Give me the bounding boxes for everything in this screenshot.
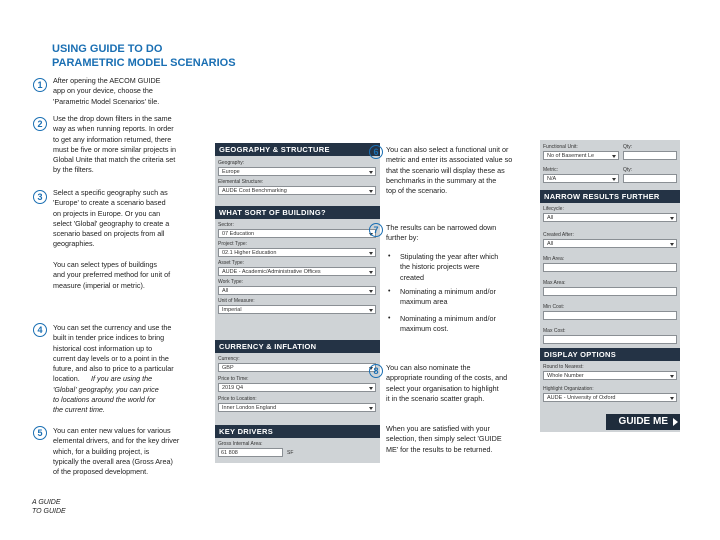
location-select[interactable] <box>218 403 376 412</box>
text-line: Nominating a minimum and/or <box>400 314 496 323</box>
step-number-4: 4 <box>33 323 47 337</box>
min-cost-input[interactable] <box>543 311 677 320</box>
functional-unit-label: Functional Unit: <box>543 144 578 150</box>
step-3-extra-text <box>53 260 213 291</box>
narrow-header: NARROW RESULTS FURTHER <box>540 190 680 203</box>
highlight-select[interactable] <box>543 393 677 402</box>
unit-value: Imperial <box>222 307 242 313</box>
text-line-italic: If you are using the <box>91 374 153 384</box>
max-cost-label: Max Cost: <box>543 328 566 334</box>
right-form-panel <box>540 140 680 432</box>
qty-label: Qty: <box>623 144 633 150</box>
step-7-bullet-3 <box>386 314 541 335</box>
sector-select[interactable] <box>218 229 376 238</box>
text-line: Use the drop down filters in the same <box>53 114 172 123</box>
text-line: 'Europe' to create a scenario based <box>53 198 166 208</box>
footer <box>32 498 66 516</box>
location-value: Inner London England <box>222 405 277 411</box>
gross-area-input[interactable]: 61 808 <box>218 448 283 457</box>
price-time-value: 2019 Q4 <box>222 385 244 391</box>
chevron-down-icon <box>670 375 674 378</box>
step-number-5: 5 <box>33 426 47 440</box>
round-select[interactable] <box>543 371 677 380</box>
text-line: typically the overall area (Gross Area) <box>53 456 173 466</box>
currency-header: CURRENCY & INFLATION <box>215 340 380 353</box>
text-line: selection, then simply select 'GUIDE <box>386 434 502 444</box>
text-line: elemental drivers, and for the key driver <box>53 436 180 446</box>
left-form-panel <box>215 143 380 463</box>
project-type-value: 02.1 Higher Education <box>222 250 277 256</box>
text-line: which, for a building project, is <box>53 446 150 456</box>
step-5-text <box>53 426 213 477</box>
chevron-down-icon <box>670 217 674 220</box>
step-number-3: 3 <box>33 190 47 204</box>
round-value: Whole Number <box>547 373 584 379</box>
metric-value: N/A <box>547 176 557 182</box>
max-area-input[interactable] <box>543 287 677 296</box>
text-line: You can enter new values for various <box>53 426 171 435</box>
text-line: scenario based on projects from all <box>53 229 165 239</box>
step-number-6: 6 <box>369 145 383 159</box>
project-type-select[interactable] <box>218 248 376 257</box>
chevron-down-icon <box>369 271 373 274</box>
step-number-1: 1 <box>33 78 47 92</box>
metric-select[interactable] <box>543 174 619 183</box>
text-line: on projects in Europe. Or you can <box>53 208 161 218</box>
max-cost-input[interactable] <box>543 335 677 344</box>
text-line: Select a specific geography such as <box>53 188 168 197</box>
highlight-value: AUDE - University of Oxford <box>547 395 616 401</box>
title-line-1: USING GUIDE TO DO <box>52 43 163 55</box>
text-line: You can also select a functional unit or <box>386 145 509 154</box>
text-line: Nominating a minimum and/or <box>400 287 496 296</box>
step-7-bullet-2 <box>386 287 541 308</box>
price-time-label: Price to Time: <box>218 376 249 382</box>
text-line: Global Unite that match the criteria set <box>53 155 176 165</box>
chevron-down-icon <box>369 290 373 293</box>
min-cost-label: Min Cost: <box>543 304 565 310</box>
min-area-label: Min Area: <box>543 256 565 262</box>
footer-line: A GUIDE <box>32 499 61 506</box>
sector-value: 07 Education <box>222 231 255 237</box>
lifecycle-value: All <box>547 215 554 221</box>
functional-unit-value: No of Basement Le <box>547 153 595 159</box>
bullet-icon: • <box>388 253 391 260</box>
page-title <box>52 42 312 70</box>
text-line: maximum cost. <box>400 324 449 334</box>
work-type-select[interactable] <box>218 286 376 295</box>
text-line: measure (imperial or metric). <box>53 280 145 290</box>
text-line: select your organisation to highlight <box>386 383 499 393</box>
location-label: Price to Location: <box>218 396 257 402</box>
text-line: 'Parametric Model Scenarios' tile. <box>53 96 160 106</box>
text-line: app on your device, choose the <box>53 86 153 96</box>
asset-type-select[interactable] <box>218 267 376 276</box>
geography-select[interactable] <box>218 167 376 176</box>
text-line: The results can be narrowed down <box>386 223 497 232</box>
text-line: and your preferred method for unit of <box>53 270 171 280</box>
bullet-icon: • <box>388 288 391 295</box>
elemental-select[interactable] <box>218 186 376 195</box>
work-type-label: Work Type: <box>218 279 244 285</box>
step-3-text <box>53 188 213 250</box>
functional-unit-select[interactable] <box>543 151 619 160</box>
text-line: future, and also to price to a particular <box>53 364 174 374</box>
text-line: historical cost information up to <box>53 343 153 353</box>
chevron-down-icon <box>612 178 616 181</box>
geography-label: Geography: <box>218 160 245 166</box>
gross-area-label: Gross Internal Area: <box>218 441 263 447</box>
work-type-value: All <box>222 288 229 294</box>
elemental-value: AUDE Cost Benchmarking <box>222 188 287 194</box>
text-line: it in the scenario scatter graph. <box>386 393 485 403</box>
currency-label: Currency: <box>218 356 240 362</box>
qty-input-2[interactable] <box>623 174 677 183</box>
play-arrow-icon <box>673 418 678 426</box>
lifecycle-select[interactable] <box>543 213 677 222</box>
text-line: the historic projects were <box>400 262 480 272</box>
gross-area-unit: SF <box>287 450 294 456</box>
lifecycle-label: Lifecycle: <box>543 206 564 212</box>
chevron-down-icon <box>369 309 373 312</box>
step-7-bullet-1 <box>386 252 541 283</box>
text-line: After opening the AECOM GUIDE <box>53 76 161 85</box>
text-line: maximum area <box>400 297 448 307</box>
text-line: location. <box>53 374 80 384</box>
text-line: to get any information returned, there <box>53 134 172 144</box>
text-line: Stipulating the year after which <box>400 252 499 261</box>
text-line: that the scenario will display these as <box>386 165 505 175</box>
chevron-down-icon <box>369 252 373 255</box>
created-after-label: Created After: <box>543 232 574 238</box>
text-line: metric and enter its associated value so <box>386 155 513 165</box>
text-line: select 'Global' geography to create a <box>53 218 170 228</box>
step-number-7: 7 <box>369 223 383 237</box>
text-line: way as when running reports. In order <box>53 124 174 134</box>
step-2-text <box>53 114 213 176</box>
price-time-select[interactable] <box>218 383 376 392</box>
step-7-text <box>386 223 541 244</box>
building-header: WHAT SORT OF BUILDING? <box>215 206 380 219</box>
guide-me-button[interactable] <box>606 414 680 430</box>
text-line-italic: to locations around the world for <box>53 395 156 405</box>
asset-type-label: Asset Type: <box>218 260 245 266</box>
final-text <box>386 424 541 455</box>
text-line: created <box>400 272 424 282</box>
text-line: built in tender price indices to bring <box>53 333 165 343</box>
text-line: geographies. <box>53 239 95 249</box>
step-1-text <box>53 76 213 107</box>
text-line: current day levels or to a point in the <box>53 353 169 363</box>
chevron-down-icon <box>369 387 373 390</box>
guide-me-label: GUIDE ME <box>618 416 668 427</box>
text-line-italic: 'Global' geography, you can price <box>53 384 159 394</box>
text-line: further by: <box>386 233 419 243</box>
text-line: ME' for the results to be returned. <box>386 444 493 454</box>
round-label: Round to Nearest: <box>543 364 584 370</box>
text-line: appropriate rounding of the costs, and <box>386 373 508 383</box>
qty-label: Qty: <box>623 167 633 173</box>
min-area-input[interactable] <box>543 263 677 272</box>
display-header: DISPLAY OPTIONS <box>540 348 680 361</box>
footer-line: TO GUIDE <box>32 508 66 515</box>
asset-type-value: AUDE - Academic/Administrative Offices <box>222 269 321 275</box>
text-line: You can also nominate the <box>386 363 471 372</box>
highlight-label: Highlight Organization: <box>543 386 594 392</box>
step-8-text <box>386 363 541 404</box>
text-line: benchmarks in the summary at the <box>386 175 497 185</box>
max-area-label: Max Area: <box>543 280 566 286</box>
text-line: You can set the currency and use the <box>53 323 172 332</box>
unit-label: Unit of Measure: <box>218 298 255 304</box>
text-line: When you are satisfied with your <box>386 424 490 433</box>
created-after-select[interactable] <box>543 239 677 248</box>
title-line-2: PARAMETRIC MODEL SCENARIOS <box>52 57 236 69</box>
step-number-2: 2 <box>33 117 47 131</box>
metric-label: Metric: <box>543 167 558 173</box>
text-line: top of the scenario. <box>386 186 448 196</box>
bullet-icon: • <box>388 315 391 322</box>
qty-input-1[interactable] <box>623 151 677 160</box>
chevron-down-icon <box>670 397 674 400</box>
chevron-down-icon <box>612 155 616 158</box>
chevron-down-icon <box>369 190 373 193</box>
chevron-down-icon <box>369 171 373 174</box>
created-after-value: All <box>547 241 554 247</box>
text-line: by the filters. <box>53 165 94 175</box>
drivers-header: KEY DRIVERS <box>215 425 380 438</box>
text-line: of the proposed development. <box>53 467 149 477</box>
geography-value: Europe <box>222 169 240 175</box>
currency-select[interactable] <box>218 363 376 372</box>
project-type-label: Project Type: <box>218 241 248 247</box>
chevron-down-icon <box>369 407 373 410</box>
step-number-8: 8 <box>369 364 383 378</box>
chevron-down-icon <box>670 243 674 246</box>
geography-header: GEOGRAPHY & STRUCTURE <box>215 143 380 156</box>
currency-value: GBP <box>222 365 234 371</box>
text-line: must be five or more similar projects in <box>53 144 177 154</box>
step-6-text <box>386 145 541 196</box>
elemental-label: Elemental Structure: <box>218 179 264 185</box>
text-line: You can select types of buildings <box>53 260 158 269</box>
sector-label: Sector: <box>218 222 234 228</box>
step-4-text <box>53 323 213 416</box>
text-line-italic: the current time. <box>53 405 105 415</box>
unit-select[interactable] <box>218 305 376 314</box>
